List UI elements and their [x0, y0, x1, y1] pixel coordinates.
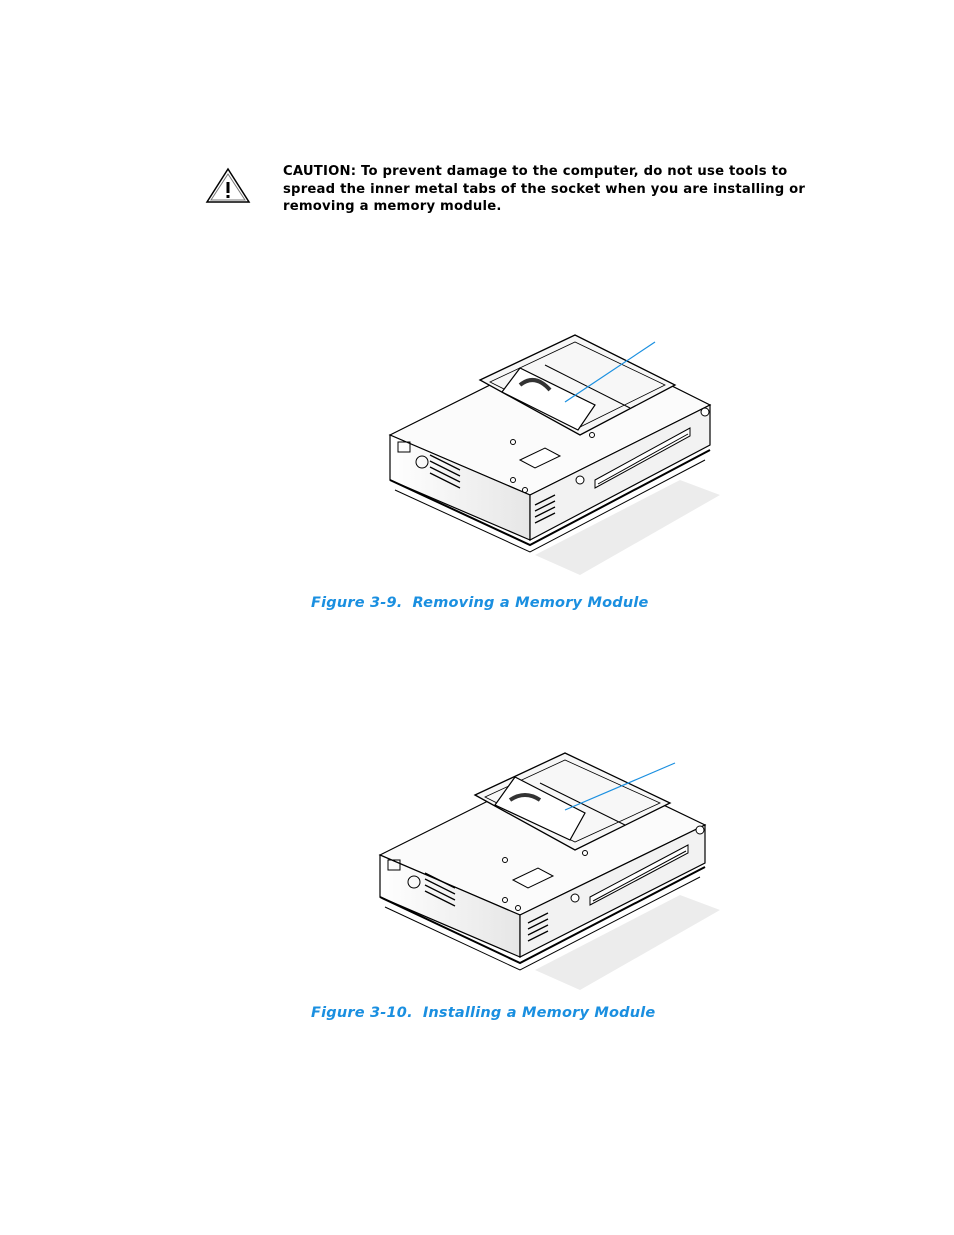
figure-caption-3-9: [311, 595, 649, 611]
laptop-illustration-removing: [370, 330, 730, 580]
laptop-illustration-installing: [370, 745, 730, 995]
caution-text: CAUTION: To prevent damage to the computer, do not use tools to spread the inner metal tabs of the socket when you are installing or removing a memory module.: [283, 164, 806, 214]
figure-title: Installing a Memory Module: [422, 1005, 656, 1021]
figure-title: Removing a Memory Module: [412, 595, 649, 611]
warning-triangle-icon: [205, 167, 251, 205]
figure-caption-3-10: [311, 1005, 655, 1021]
figure-number: Figure 3-10.: [311, 1005, 413, 1021]
figure-number: Figure 3-9.: [311, 595, 403, 611]
